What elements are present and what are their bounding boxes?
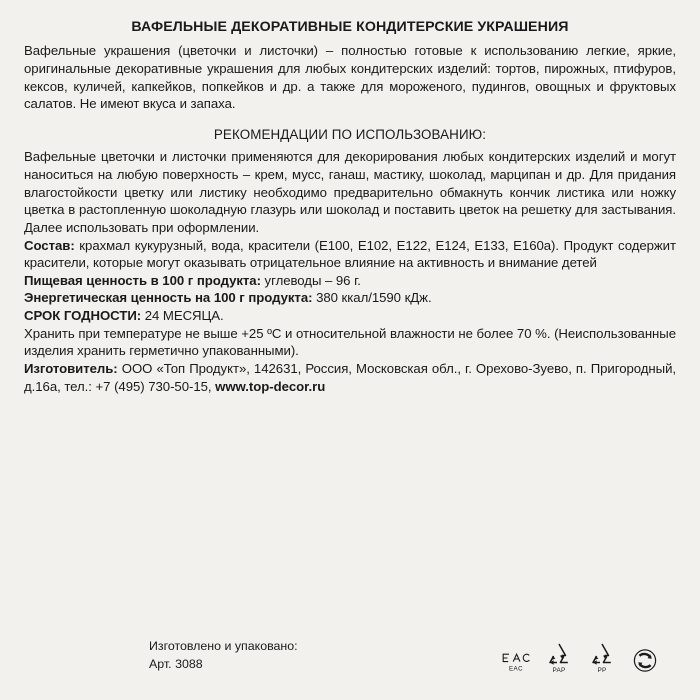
composition-label: Состав:	[24, 237, 75, 253]
recycle-pap-mark-wrap	[542, 641, 576, 674]
nutrition-label: Пищевая ценность в 100 г продукта:	[24, 272, 261, 288]
website-link[interactable]: www.top-decor.ru	[215, 378, 326, 394]
footer-text-block	[24, 637, 298, 674]
composition-text: крахмал кукурузный, вода, красители (Е100, Е102, Е122, Е124, Е133, Е160a). Продукт содержит красители, которые могут оказывать отрицательное влияние на активность и внимание детей	[24, 237, 676, 271]
shelf-life-paragraph	[24, 307, 676, 325]
svg-text:EAC: EAC	[509, 665, 523, 673]
recycle-pap-mark-label: PAP	[552, 667, 566, 674]
certification-marks	[499, 641, 676, 674]
green-dot-mark-wrap	[628, 648, 662, 674]
storage-paragraph: Хранить при температуре не выше +25 ºС и относительной влажности не более 70 %. (Неиспользованные изделия хранить герметично упакованными).	[24, 325, 676, 359]
eac-mark	[500, 651, 532, 673]
recycle-pap-mark	[544, 641, 574, 666]
nutrition-text: углеводы – 96 г.	[260, 272, 361, 288]
green-dot-mark	[631, 648, 659, 673]
manufacturer-label: Изготовитель:	[24, 360, 118, 376]
energy-paragraph	[24, 289, 676, 307]
energy-text: 380 ккал/1590 кДж.	[312, 290, 432, 306]
energy-label: Энергетическая ценность на 100 г продукта:	[24, 290, 313, 306]
eac-mark-wrap	[499, 651, 533, 674]
manufacturer-paragraph	[24, 360, 676, 395]
manufacturer-text: ООО «Топ Продукт», 142631, Россия, Московская обл., г. Орехово-Зуево, п. Пригородный, д.16а, тел.: +7 (495) 730-50-15,	[24, 360, 676, 394]
intro-paragraph: Вафельные украшения (цветочки и листочки) – полностью готовые к использованию легкие, яркие, оригинальные декоративные украшения для любых кондитерских изделий: тортов, пирожных, птифуров, кексов, куличей, капкейков, попкейков и др. а также для мороженого, пудингов, овощных и фруктовых салатов. Не имеют вкуса и запаха.	[24, 43, 676, 112]
shelf-life-label: СРОК ГОДНОСТИ:	[24, 308, 142, 323]
usage-paragraph: Вафельные цветочки и листочки применяются для декорирования любых кондитерских изделий и могут наноситься на любую поверхность – крем, мусс, ганаш, мастику, шоколад, марципан и др. Для придания влагостойкости цветку или листику необходимо предварительно обмакнуть кончик листика или ножку цветка в растопленную шоколадную глазурь или шоколад и поставить цветок на решетку для застывания. Далее использовать при оформлении.	[24, 149, 676, 235]
nutrition-paragraph	[24, 272, 676, 290]
article-line: Арт. 3088	[149, 657, 203, 672]
packed-line: Изготовлено и упаковано:	[149, 638, 298, 653]
footer	[24, 637, 676, 674]
composition-paragraph	[24, 237, 676, 272]
page-title: ВАФЕЛЬНЫЕ ДЕКОРАТИВНЫЕ КОНДИТЕРСКИЕ УКРАШЕНИЯ	[131, 19, 569, 35]
recycle-pp-mark	[587, 641, 617, 666]
usage-heading: РЕКОМЕНДАЦИИ ПО ИСПОЛЬЗОВАНИЮ:	[213, 126, 487, 142]
shelf-life-text: 24 МЕСЯЦА.	[141, 308, 224, 323]
recycle-pp-mark-label: PP	[597, 667, 607, 674]
recycle-pp-mark-wrap	[585, 641, 619, 674]
